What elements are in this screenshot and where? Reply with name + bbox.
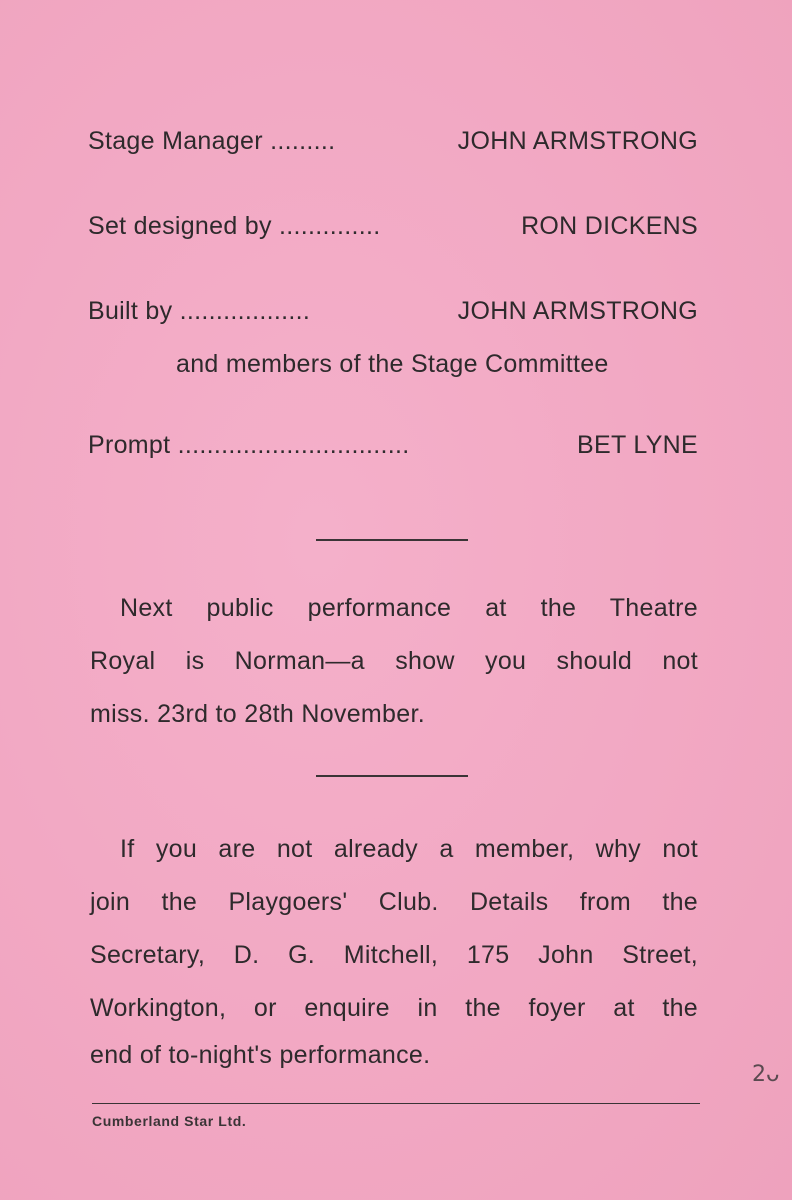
credit-role: Prompt [88, 431, 171, 459]
notice-line: miss. 23rd to 28th November. [90, 700, 425, 728]
section-divider [316, 775, 468, 777]
credit-stage-manager [88, 126, 698, 156]
notice-line: If you are not already a member, why not [120, 835, 698, 863]
credit-leader-dots: ......... [270, 127, 336, 155]
credit-built-by-continuation [176, 349, 698, 379]
footer-rule [92, 1103, 700, 1104]
credit-built-by [88, 296, 698, 326]
credit-name: JOHN ARMSTRONG [457, 127, 698, 155]
credit-leader-dots: ................................ [177, 431, 410, 459]
notice-line: join the Playgoers' Club. Details from the [90, 888, 698, 916]
credit-name: JOHN ARMSTRONG [457, 297, 698, 325]
credit-continuation-text: and members of the Stage Committee [176, 350, 609, 378]
notice-line: Workington, or enquire in the foyer at the [90, 994, 698, 1022]
credit-role: Stage Manager [88, 127, 263, 155]
page-mark: 2ᴗ [752, 1062, 780, 1087]
notice-line: Royal is Norman—a show you should not [90, 647, 698, 675]
credit-prompt [88, 430, 698, 460]
credit-name: RON DICKENS [521, 212, 698, 240]
credit-leader-dots: .................. [179, 297, 311, 325]
credit-set-designer [88, 211, 698, 241]
credit-leader-dots: .............. [279, 212, 381, 240]
section-divider [316, 539, 468, 541]
credit-role: Built by [88, 297, 173, 325]
notice-line: Secretary, D. G. Mitchell, 175 John Street, [90, 941, 698, 969]
notice-line: Next public performance at the Theatre [120, 594, 698, 622]
credit-role: Set designed by [88, 212, 272, 240]
notice-line: end of to-night's performance. [90, 1041, 431, 1069]
printer-credit: Cumberland Star Ltd. [92, 1113, 247, 1129]
credit-name: BET LYNE [577, 431, 698, 459]
